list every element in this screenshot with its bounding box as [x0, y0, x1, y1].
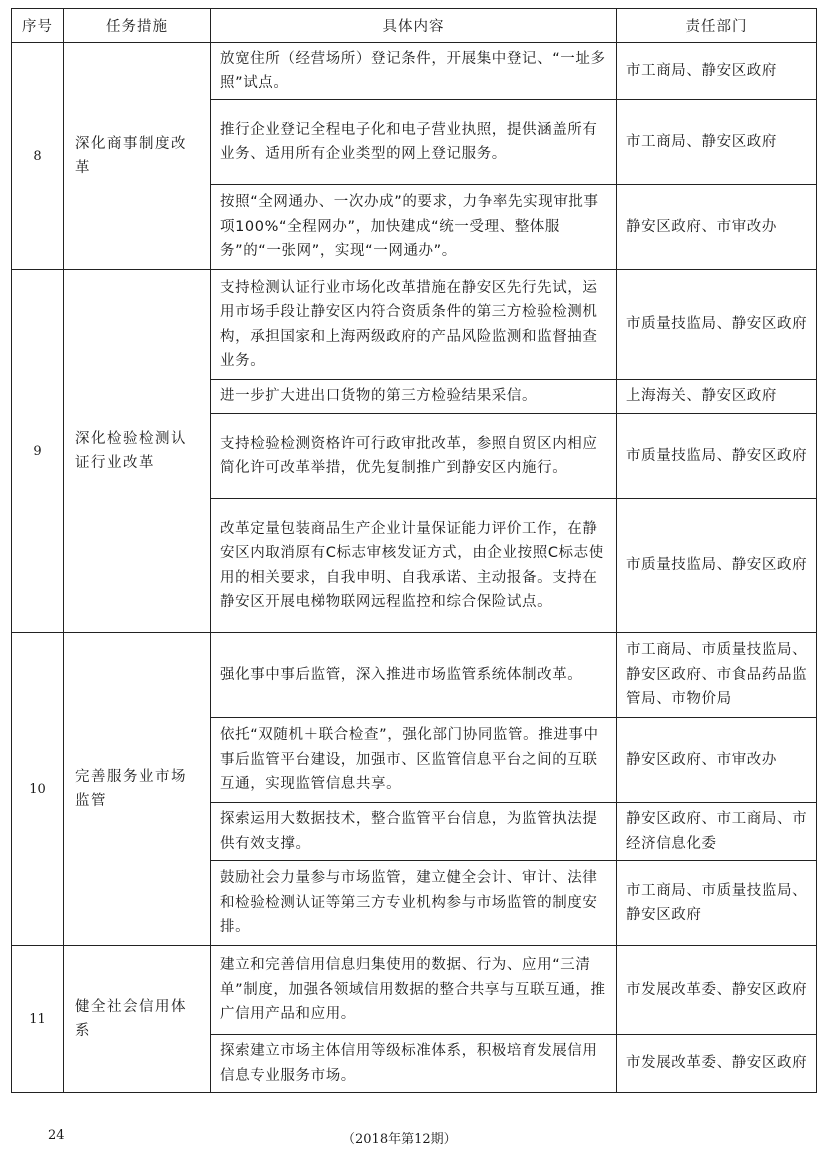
header-no: 序号 — [12, 9, 64, 43]
dept-cell: 市工商局、静安区政府 — [617, 43, 817, 100]
dept-cell: 市工商局、市质量技监局、静安区政府、市食品药品监管局、市物价局 — [617, 633, 817, 718]
content-cell: 探索建立市场主体信用等级标准体系，积极培育发展信用信息专业服务市场。 — [211, 1035, 617, 1093]
page-number: 24 — [48, 1128, 65, 1143]
content-cell: 放宽住所（经营场所）登记条件，开展集中登记、“一址多照”试点。 — [211, 43, 617, 100]
row-number: 11 — [12, 946, 64, 1093]
task-measure: 深化商事制度改革 — [64, 43, 211, 270]
content-cell: 支持检测认证行业市场化改革措施在静安区先行先试，运用市场手段让静安区内符合资质条件的第三方检验检测机构，承担国家和上海两级政府的产品风险监测和监督抽查业务。 — [211, 270, 617, 380]
dept-cell: 市工商局、市质量技监局、静安区政府 — [617, 861, 817, 946]
task-table — [11, 8, 817, 1093]
task-measure: 健全社会信用体系 — [64, 946, 211, 1093]
dept-cell: 市质量技监局、静安区政府 — [617, 270, 817, 380]
dept-cell: 静安区政府、市审改办 — [617, 185, 817, 270]
content-cell: 改革定量包装商品生产企业计量保证能力评价工作，在静安区内取消原有C标志审核发证方式，由企业按照C标志使用的相关要求，自我申明、自我承诺、主动报备。支持在静安区开展电梯物联网远程监控和综合保险试点。 — [211, 499, 617, 633]
dept-cell: 静安区政府、市审改办 — [617, 718, 817, 803]
dept-cell: 市发展改革委、静安区政府 — [617, 946, 817, 1035]
header-task: 任务措施 — [64, 9, 211, 43]
row-number: 10 — [12, 633, 64, 946]
dept-cell: 静安区政府、市工商局、市经济信息化委 — [617, 803, 817, 861]
content-cell: 依托“双随机＋联合检查”，强化部门协同监管。推进事中事后监管平台建设，加强市、区监管信息平台之间的互联互通，实现监管信息共享。 — [211, 718, 617, 803]
table-header-row — [12, 9, 817, 43]
table-row — [12, 270, 817, 380]
content-cell: 建立和完善信用信息归集使用的数据、行为、应用“三清单”制度，加强各领域信用数据的整合共享与互联互通，推广信用产品和应用。 — [211, 946, 617, 1035]
row-number: 8 — [12, 43, 64, 270]
dept-cell: 市工商局、静安区政府 — [617, 100, 817, 185]
issue-label: （2018年第12期） — [342, 1132, 457, 1147]
dept-cell: 市发展改革委、静安区政府 — [617, 1035, 817, 1093]
table-row — [12, 946, 817, 1035]
content-cell: 推行企业登记全程电子化和电子营业执照，提供涵盖所有业务、适用所有企业类型的网上登记服务。 — [211, 100, 617, 185]
table-row — [12, 43, 817, 100]
table-row — [12, 633, 817, 718]
task-measure: 完善服务业市场监管 — [64, 633, 211, 946]
content-cell: 探索运用大数据技术，整合监管平台信息，为监管执法提供有效支撑。 — [211, 803, 617, 861]
header-dept: 责任部门 — [617, 9, 817, 43]
dept-cell: 市质量技监局、静安区政府 — [617, 499, 817, 633]
header-content: 具体内容 — [211, 9, 617, 43]
task-measure: 深化检验检测认证行业改革 — [64, 270, 211, 633]
row-number: 9 — [12, 270, 64, 633]
content-cell: 支持检验检测资格许可行政审批改革，参照自贸区内相应简化许可改革举措，优先复制推广到静安区内施行。 — [211, 414, 617, 499]
dept-cell: 上海海关、静安区政府 — [617, 380, 817, 414]
dept-cell: 市质量技监局、静安区政府 — [617, 414, 817, 499]
content-cell: 按照“全网通办、一次办成”的要求，力争率先实现审批事项100%“全程网办”，加快建成“统一受理、整体服务”的“一张网”，实现“一网通办”。 — [211, 185, 617, 270]
content-cell: 鼓励社会力量参与市场监管，建立健全会计、审计、法律和检验检测认证等第三方专业机构参与市场监管的制度安排。 — [211, 861, 617, 946]
content-cell: 进一步扩大进出口货物的第三方检验结果采信。 — [211, 380, 617, 414]
content-cell: 强化事中事后监管，深入推进市场监管系统体制改革。 — [211, 633, 617, 718]
